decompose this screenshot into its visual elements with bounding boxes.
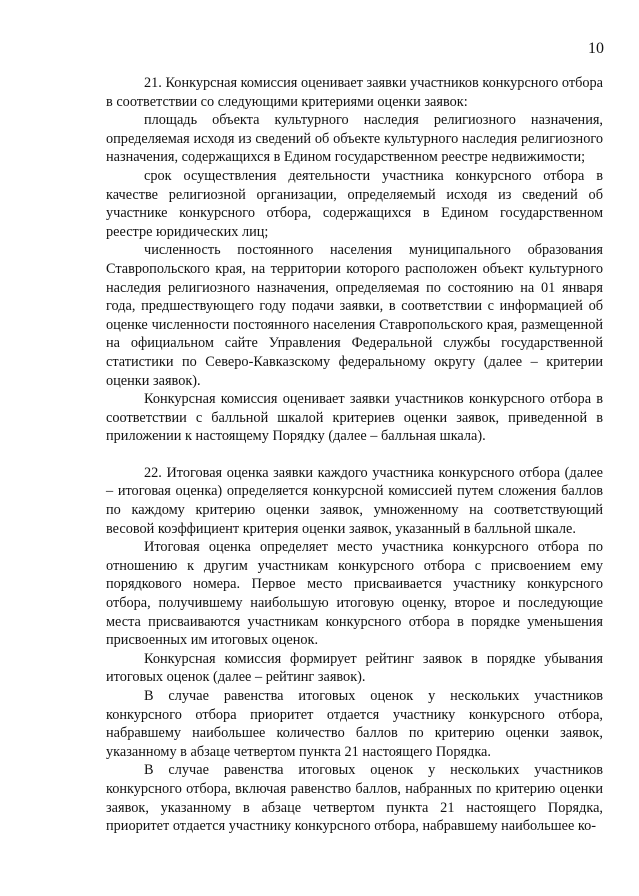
paragraph-rating: Конкурсная комиссия формирует рейтинг заявок в порядке убывания итоговых оценок (далее – рейтинг заявок).: [106, 650, 603, 686]
paragraph-22-intro: 22. Итоговая оценка заявки каждого участника конкурсного отбора (далее – итоговая оценка) определяется конкурсной комиссией путем сложения баллов по каждому критерию оценки заявок, умноженному на соответствующий весовой коэффициент критерия оценки заявок, указанный в балльной шкале.: [106, 464, 603, 537]
paragraph-21-intro: 21. Конкурсная комиссия оценивает заявки участников конкурсного отбора в соответствии со следующими критериями оценки заявок:: [106, 75, 603, 110]
document-body: [106, 74, 603, 836]
section-gap: [106, 446, 603, 464]
page-number: 10: [588, 40, 604, 57]
paragraph-criterion-area: площадь объекта культурного наследия религиозного назначения, определяемая исходя из сведений об объекте культурного наследия религиозного назначения, содержащихся в Едином государственном реестре недвижимости;: [106, 112, 603, 166]
paragraph-tie-2: В случае равенства итоговых оценок у нескольких участников конкурсного отбора, включая равенство баллов, набранных по критерию оценки заявок, указанному в абзаце четвертом пункта 21 настоящего Порядка, приоритет отдается участнику конкурсного отбора, набравшему наибольшее ко-: [106, 762, 603, 835]
paragraph-criterion-term: срок осуществления деятельности участника конкурсного отбора в качестве религиозной организации, определяемый исходя из сведений об участнике конкурсного отбора, содержащихся в Едином государственном реестре юридических лиц;: [106, 167, 603, 240]
paragraph-tie-1: В случае равенства итоговых оценок у нескольких участников конкурсного отбора приоритет отдается участнику конкурсного отбора, набравшему наибольшее количество баллов по критерию оценки заявок, указанному в абзаце четвертом пункта 21 настоящего Порядка.: [106, 688, 603, 760]
paragraph-place: Итоговая оценка определяет место участника конкурсного отбора по отношению к другим участникам конкурсного отбора с присвоением ему порядкового номера. Первое место присваивается участнику конкурсного отбора, получившему наибольшую итоговую оценку, второе и последующие места присваиваются участникам конкурсного отбора в порядке уменьшения присвоенных им итоговых оценок.: [106, 539, 603, 649]
paragraph-criterion-population: численность постоянного населения муниципального образования Ставропольского края, на территории которого расположен объект культурного наследия религиозного назначения, определяемая по состоянию на 01 января года, предшествующего году подачи заявки, в соответствии с информацией об оценке численности постоянного населения Ставропольского края, размещенной на официальном сайте Управления Федеральной службы государственной статистики по Северо-Кавказскому федеральному округу (далее – критерии оценки заявок).: [106, 242, 603, 389]
paragraph-scale: Конкурсная комиссия оценивает заявки участников конкурсного отбора в соответствии с балльной шкалой критериев оценки заявок, приведенной в приложении к настоящему Порядку (далее – балльная шкала).: [106, 391, 603, 445]
